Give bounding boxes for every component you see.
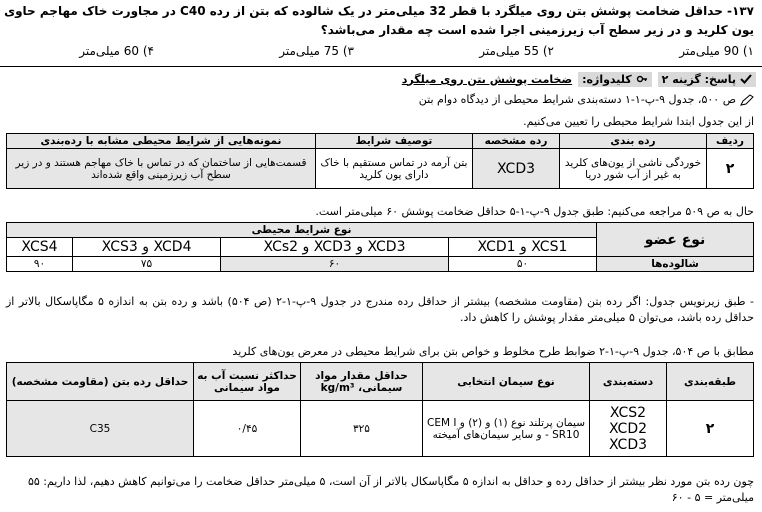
th-col-3: XCD3 و XCD3 و XCs2 <box>221 238 449 257</box>
td-classification: ۲ <box>667 401 754 457</box>
option-2: ۲) 55 میلی‌متر <box>479 44 554 58</box>
th-code: رده مشخصه <box>473 134 560 149</box>
table-cover <box>6 222 754 272</box>
table-row <box>7 257 754 272</box>
table-mix-design <box>6 362 754 457</box>
option-4: ۴) 60 میلی‌متر <box>79 44 154 58</box>
divider <box>0 66 762 67</box>
option-3: ۳) 75 میلی‌متر <box>279 44 354 58</box>
td-val-4: ۵۰ <box>448 257 596 272</box>
ref1b-text: از این جدول ابتدا شرایط محیطی را تعیین می‌کنیم. <box>523 115 754 128</box>
td-val-2: ۷۵ <box>73 257 221 272</box>
td-min-grade: C35 <box>7 401 194 457</box>
table-header-row <box>7 223 754 238</box>
th-examples: نمونه‌هایی از شرایط محیطی مشابه با رده‌بندی <box>7 134 316 149</box>
th-classification: طبقه‌بندی <box>667 363 754 401</box>
pencil-icon <box>740 94 754 106</box>
td-min-cement: ۳۲۵ <box>301 401 423 457</box>
table-header-row <box>7 134 754 149</box>
th-cement: نوع سیمان انتخابی <box>423 363 590 401</box>
question-text: ۱۳۷- حداقل ضخامت پوشش بتن روی میلگرد با قطر 32 میلی‌متر در یک شالوده که بتن از رده C40 در مجاورت خاک مهاجم حاوی یون کلرید و در زیر سطح آب زیرزمینی اجرا شده است چه مقدار می‌باشد؟ <box>4 4 754 37</box>
th-class: رده بندی <box>560 134 707 149</box>
th-desc: توصیف شرایط <box>316 134 473 149</box>
ref1-text: ص ۵۰۰، جدول ۹-پ-۱-۱ دسته‌بندی شرایط محیطی از دیدگاه دوام بتن <box>418 93 736 106</box>
ref3-text: مطابق با ص ۵۰۴، جدول ۹-پ-۱-۲ ضوابط طرح مخلوط و خواص بتن برای شرایط محیطی در معرض یون‌های کلرید <box>232 345 754 358</box>
th-col-4: XCS1 و XCD1 <box>448 238 596 257</box>
table-environment-class <box>6 133 754 189</box>
keyword-text: ضخامت پوشش بتن روی میلگرد <box>401 72 573 86</box>
table-header-row <box>7 363 754 401</box>
td-row: ۲ <box>707 149 754 189</box>
th-group: نوع شرایط محیطی <box>7 223 597 238</box>
td-desc: بتن آرمه در تماس مستقیم با خاک دارای یون کلرید <box>316 149 473 189</box>
th-col-1: XCS4 <box>7 238 73 257</box>
keyword-label: کلیدواژه: <box>582 72 632 86</box>
answer-line <box>402 70 756 88</box>
conclusion-text: چون رده بتن مورد نظر بیشتر از حداقل رده و حداقل به اندازه ۵ مگاپاسکال بالاتر از آن است، ۵ میلی‌متر حداقل ضخامت را می‌توانیم کاهش دهیم، لذا داریم: ۵۵ میلی‌متر = ۵ - ۶۰ <box>27 475 754 504</box>
td-val-1: ۹۰ <box>7 257 73 272</box>
key-icon <box>636 73 648 85</box>
th-member: نوع عضو <box>597 223 754 257</box>
td-category: XCS2 XCD2 XCD3 <box>590 401 667 457</box>
check-icon <box>740 73 752 85</box>
th-row: ردیف <box>707 134 754 149</box>
ref2-text: حال به ص ۵۰۹ مراجعه می‌کنیم: طبق جدول ۹-پ-۱-۵ حداقل ضخامت پوشش ۶۰ میلی‌متر است. <box>315 205 754 218</box>
answer-box <box>658 72 756 87</box>
ref1-line <box>6 92 754 108</box>
td-class: خوردگی ناشی از یون‌های کلرید به غیر از آب شور دریا <box>560 149 707 189</box>
options-row <box>4 42 754 64</box>
th-wc: حداکثر نسبت آب به مواد سیمانی <box>194 363 301 401</box>
answer-label: پاسخ: گزینه ۲ <box>661 72 736 86</box>
td-code: XCD3 <box>473 149 560 189</box>
option-1: ۱) 90 میلی‌متر <box>679 44 754 58</box>
keyword-box <box>578 72 652 87</box>
th-col-2: XCD4 و XCS3 <box>73 238 221 257</box>
table-row <box>7 401 754 457</box>
note-text: - طبق زیرنویس جدول: اگر رده بتن (مقاومت مشخصه) بیشتر از حداقل رده مندرج در جدول ۹-پ-۱-۲ (ص ۵۰۴) باشد و رده بتن به اندازه ۵ مگاپاسکال بالاتر از حداقل رده باشد، می‌توان ۵ میلی‌متر مقدار پوشش را کاهش داد. <box>6 295 754 324</box>
td-examples: قسمت‌هایی از ساختمان که در تماس با خاک مهاجم هستند و در زیر سطح آب زیرزمینی واقع شده‌اند <box>7 149 316 189</box>
td-val-3: ۶۰ <box>221 257 449 272</box>
th-category: دسته‌بندی <box>590 363 667 401</box>
th-min-cement: حداقل مقدار مواد سیمانی، kg/m³ <box>301 363 423 401</box>
td-row-label: شالوده‌ها <box>597 257 754 272</box>
table-row <box>7 149 754 189</box>
td-cement: سیمان پرتلند نوع (۱) و (۲) و CEM I - SR10 و سایر سیمان‌های آمیخته <box>423 401 590 457</box>
th-min-grade: حداقل رده بتن (مقاومت مشخصه) <box>7 363 194 401</box>
td-wc: ۰/۴۵ <box>194 401 301 457</box>
